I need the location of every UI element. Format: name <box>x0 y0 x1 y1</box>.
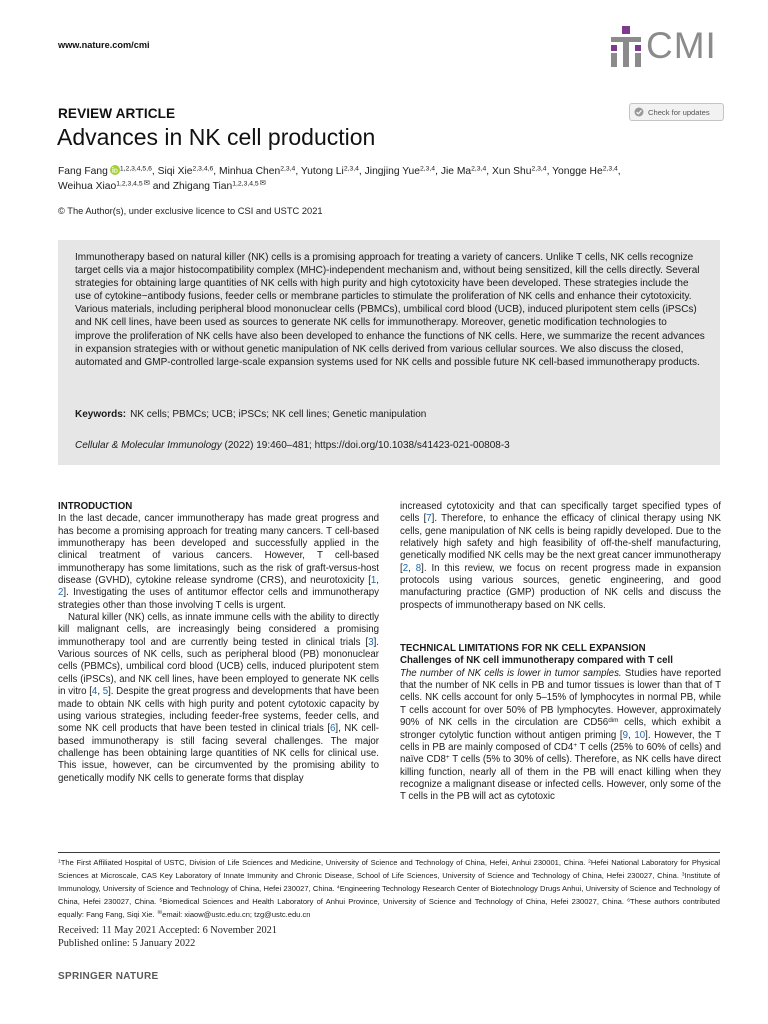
text-run: , <box>617 166 621 177</box>
text-run: , Yutong Li <box>295 166 344 177</box>
superscript: 1 <box>58 858 61 865</box>
text-run: , Minhua Chen <box>213 166 281 177</box>
superscript: 2,3,4 <box>420 165 436 173</box>
check-updates-icon <box>634 107 644 117</box>
superscript: + <box>445 754 450 761</box>
text-run: , <box>97 686 103 698</box>
text-run: email: xiaow@ustc.edu.cn; tzg@ustc.edu.cn <box>162 909 311 919</box>
text-run: Studies have reported that the number of NK cells in PB and tumor tissues is lower than that of T cells. NK cells account for only 5–15% of lymphocytes in normal PB, while T cells account for over 50% of PB lymphocytes. However, approximately 90% of NK cells in the circulation are CD56 <box>400 667 721 729</box>
text-run: increased cytotoxicity and that can specifically target specified types of cells [ <box>400 501 721 525</box>
email-icon[interactable]: ✉ <box>143 178 150 188</box>
text-run: Engineering Technology Research Center of Biotechnology Drugs Anhui, University of Science and Technology of China, Hefei 230027, China. <box>58 883 720 906</box>
keywords-list: NK cells; PBMCs; UCB; iPSCs; NK cell lines; Genetic manipulation <box>130 409 427 420</box>
superscript: 2,3,4 <box>280 165 296 173</box>
abstract-text: Immunotherapy based on natural killer (NK) cells is a promising approach for treating a variety of cancers. Unlike T cells, NK cells recognize target cells via a major histocompatibility complex (MHC)-independent mechanism and, without being sensitized, kill the cells directly. Several strategies for obtaining large quantities of NK cells with high purity and high cytotoxicity have been developed. These strategies include the use of cytokine−antibody fusions, feeder cells or membrane particles to stimulate the proliferation of NK cells and enhance their cytotoxicity. Various materials, including peripheral blood mononuclear cells (PBMCs), umbilical cord blood (UCB), induced pluripotent stem cells (iPSCs) and NK cell lines, have been used as sources to generate NK cells for immunotherapy. Moreover, genetic modification technologies to improve the proliferation of NK cells have also been developed to enhance the functions of NK cells. Here, we summarize the recent advances in expansion strategies with or without genetic manipulation of NK cells derived from various cellular sources. We also discuss the closed, automated and GMP-controlled large-scale expansion systems used for NK cells and possible future NK cell-based immunotherapy products. <box>75 252 705 368</box>
author-list <box>58 164 730 195</box>
section-heading-introduction: INTRODUCTION <box>58 501 133 512</box>
text-run: T cells (5% to 30% of cells). Therefore, as NK cells have direct killing function, nearly all of them in the PB will enact killing when they recognize a malignant disease or infected cells. However, only some of the T cells in the PB will act as cytotoxic <box>400 754 721 803</box>
orcid-icon[interactable] <box>110 165 120 175</box>
text-run: ]. However, the T cells in PB are mainly composed of CD4 <box>400 729 721 753</box>
superscript: 1,2,3,4,5 <box>116 180 143 188</box>
body-paragraph <box>400 501 721 612</box>
check-updates-label: Check for updates <box>648 107 710 117</box>
section-heading-technical-limitations: TECHNICAL LIMITATIONS FOR NK CELL EXPANSION <box>400 643 646 655</box>
citation-link[interactable]: 1 <box>370 575 377 587</box>
superscript: 2,3,4 <box>471 165 487 173</box>
keywords-label: Keywords: <box>75 409 127 420</box>
journal-name: Cellular & Molecular Immunology <box>75 440 222 451</box>
text-run: Natural killer (NK) cells, as innate immune cells with the ability to directly kill malignant cells, are increasingly being considered a promising immunotherapy tool and are currently being tested in clinical trials [ <box>58 612 379 648</box>
text-run: cells, which exhibit a stronger cytolytic function without antigen priming [ <box>400 717 721 741</box>
text-run: Hefei National Laboratory for Physical Sciences at Microscale, CAS Key Laboratory of Innate Immunity and Chronic Disease, School of Life Sciences, University of Science and Technology of China, Hefei 230027, China. <box>58 858 721 880</box>
text-run: , <box>376 575 379 587</box>
text-run: Fang Fang <box>58 166 108 177</box>
superscript: 5 <box>159 897 163 904</box>
text-run: , Xun Shu <box>486 166 532 177</box>
text-run: , <box>628 729 635 741</box>
article-citation <box>75 440 705 451</box>
superscript: + <box>573 741 578 749</box>
text-run: T cells (25% to 60% of cells) and naïve CD8 <box>400 741 721 766</box>
body-paragraph <box>400 668 721 804</box>
check-for-updates-button[interactable] <box>629 103 724 121</box>
footnote-divider <box>58 852 720 853</box>
text-run: ]. Various sources of NK cells, such as peripheral blood (PB) mononuclear cells (PBMCs), umbilical cord blood (UCB) cells, induced pluripotent stem cells (iPSCs), and NK cell lines, have been employed to generate NK cells in vitro [ <box>58 636 379 698</box>
citation-details[interactable]: (2022) 19:460–481; https://doi.org/10.1038/s41423-021-00808-3 <box>221 440 510 451</box>
citation-link[interactable]: 8 <box>415 562 422 574</box>
superscript: 3 <box>681 871 685 878</box>
journal-url-link[interactable]: www.nature.com/cmi <box>58 40 150 50</box>
text-run: These authors contributed equally: Fang Fang, Siqi Xie. <box>58 896 720 919</box>
text-run: ]. Investigating the uses of antitumor effector cells and immunotherapy strategies other than those involving T cells is urgent. <box>58 587 379 611</box>
text-run: ], NK cell-based immunotherapy is still facing several challenges. The major challenge has been obtaining large quantities of NK cells for clinical use. This issue, however, can be circumvented by the promising ability to genetically modify NK cells to generate forms that display <box>58 723 379 784</box>
superscript: 6 <box>627 897 630 904</box>
superscript: 2 <box>588 858 591 865</box>
superscript: 2,3,4 <box>343 165 359 173</box>
email-icon[interactable]: ✉ <box>259 178 266 188</box>
body-paragraph <box>58 513 379 612</box>
body-paragraph <box>58 612 379 785</box>
citation-link[interactable]: 9 <box>622 729 629 741</box>
publication-dates <box>58 924 277 950</box>
keywords <box>75 409 705 420</box>
superscript: 2,3,4 <box>602 165 618 173</box>
superscript: 1,2,3,4,5 <box>232 180 259 188</box>
citation-link[interactable]: 6 <box>330 723 336 735</box>
cmi-logo-icon <box>609 24 643 68</box>
cmi-logo[interactable] <box>609 24 725 68</box>
article-type-label: REVIEW ARTICLE <box>58 106 176 121</box>
citation-link[interactable]: 2 <box>402 562 409 574</box>
text-run: ]. Therefore, to enhance the efficacy of clinical therapy using NK cells, gene manipulation of NK cells is being rapidly developed. Due to the relatively high safety and high feasibility of off-the-shelf manufacturing, genetically modified NK cells may be the next great cancer immunotherapy [ <box>400 513 721 574</box>
text-run: ]. In this review, we focus on recent progress made in expansion protocols using various sources, genetic engineering, and good manufacturing practice (GMP) production of NK cells and discuss the prospects of immunotherapy based on NK cells. <box>400 562 721 611</box>
abstract-box <box>58 240 720 465</box>
text-run: , Jingjing Yue <box>358 166 420 177</box>
subsection-heading: Challenges of NK cell immunotherapy compared with T cell <box>400 655 673 667</box>
text-run: In the last decade, cancer immunotherapy has made great progress and has become a promising approach for treating many cancers. T cell-based immunotherapy has been developed and successfully applied in the clinical treatment of various cancers. However, T cell-based immunotherapy has some limitations, such as the risk of graft-versus-host disease (GVHD), cytokine release syndrome (CRS), and neurotoxicity [ <box>58 513 379 587</box>
citation-link[interactable]: 3 <box>368 636 374 648</box>
superscript: 4 <box>336 884 340 891</box>
right-column <box>400 501 721 849</box>
affiliations-footnote <box>58 857 720 922</box>
superscript: 2,3,4,6 <box>192 165 214 173</box>
superscript: dim <box>608 716 619 724</box>
text-run: , Jie Ma <box>435 166 472 177</box>
citation-link[interactable]: 7 <box>426 513 432 525</box>
article-title: Advances in NK cell production <box>57 124 376 150</box>
citation-link[interactable]: 10 <box>634 729 646 741</box>
text-run: Institute of Immunology, University of Science and Technology of China, Hefei 230027, China. <box>58 870 721 893</box>
text-run: The First Affiliated Hospital of USTC, Division of Life Sciences and Medicine, University of Science and Technology of China, Hefei, Anhui 230001, China. <box>60 858 589 867</box>
email-icon[interactable]: ✉ <box>157 909 163 916</box>
published-date: Published online: 5 January 2022 <box>58 938 196 949</box>
left-column <box>58 501 379 849</box>
citation-link[interactable]: 2 <box>58 587 64 599</box>
citation-link[interactable]: 4 <box>91 686 98 698</box>
text-run: , Yongge He <box>546 166 603 177</box>
text-run: Biomedical Sciences and Health Laboratory of Anhui Province, University of Science and Technology of China, Hefei 230027, China. <box>162 896 628 906</box>
text-run: , Siqi Xie <box>151 166 193 177</box>
publisher-logo: SPRINGER NATURE <box>58 971 159 982</box>
text-run: ]. Despite the great progress and developments that have been made to obtain NK cells with high purity and potent cytotoxic capacity by using various strategies, including feeder-free systems, feeder cells, and some NK cell products that have been tested in clinical trials [ <box>58 686 379 735</box>
received-accepted-dates: Received: 11 May 2021 Accepted: 6 November 2021 <box>58 925 277 936</box>
cmi-logo-text: CMI <box>646 25 717 66</box>
text-run: , <box>408 562 416 574</box>
copyright-notice: © The Author(s), under exclusive licence to CSI and USTC 2021 <box>58 206 323 216</box>
text-run: Weihua Xiao <box>58 181 117 193</box>
text-run: and Zhigang Tian <box>149 181 233 193</box>
citation-link[interactable]: 5 <box>102 686 109 698</box>
superscript: 1,2,3,4,5,6 <box>119 165 152 173</box>
italic-run: The number of NK cells is lower in tumor samples. <box>400 667 622 679</box>
superscript: 2,3,4 <box>531 165 547 173</box>
